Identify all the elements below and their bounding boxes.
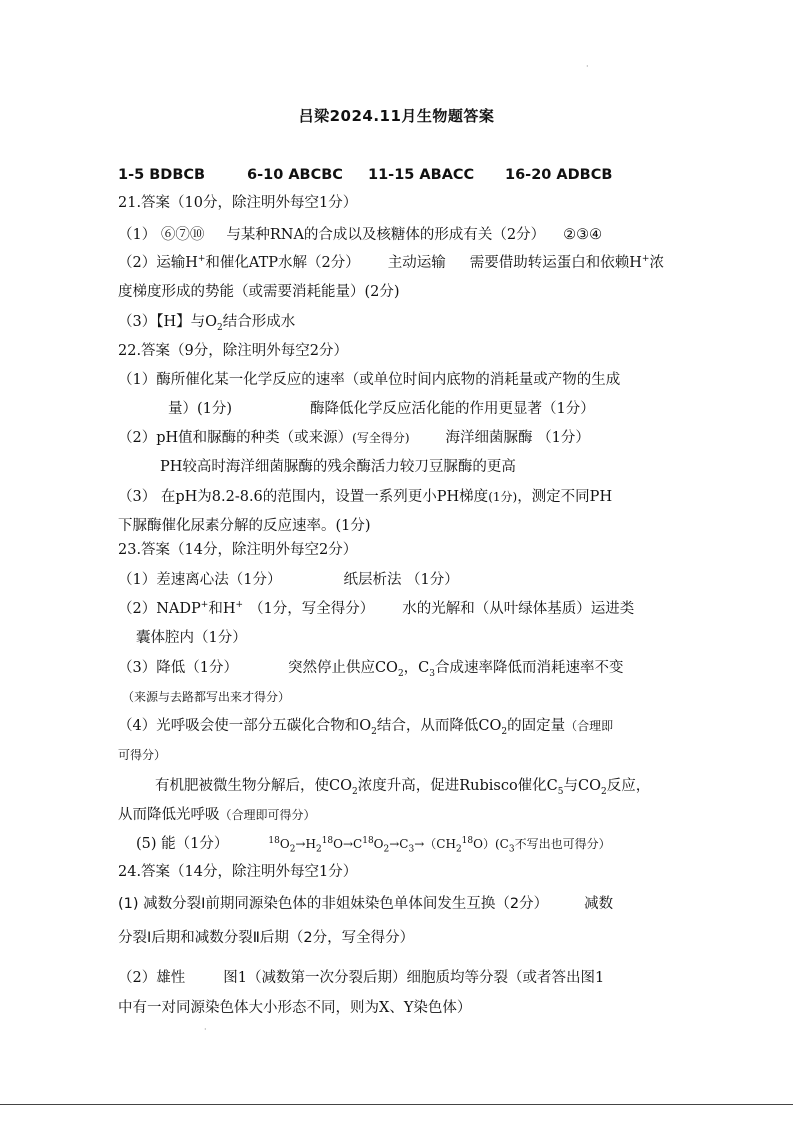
eq-text: O: [279, 837, 290, 851]
subscript-2: 2: [601, 786, 607, 797]
q23-l1-part2: 纸层析法 （1分）: [343, 572, 459, 588]
q24-line3: [118, 968, 604, 988]
q23-line5: （来源与去路都写出来才得分）: [122, 690, 291, 704]
q23-line6: [118, 716, 613, 736]
eq-text: →H: [295, 837, 316, 851]
eq-sub: 2: [383, 844, 390, 855]
q24-l3-part1: （2）雄性: [118, 970, 186, 986]
q22-l3-part1: （2）pH值和脲酶的种类（或来源）: [118, 430, 353, 446]
q21-l2-part1: （2）运输H: [118, 255, 198, 271]
q23-l2-part1: （2）NADP: [118, 601, 201, 617]
q23-l9-part2: （合理即可得分）: [219, 808, 316, 822]
superscript-plus: +: [200, 600, 209, 611]
q23-l4-part1: （3）降低（1分）: [118, 660, 238, 676]
q22-l2-part1: 量）(1分): [168, 401, 233, 417]
q23-l8-part1: 有机肥被微生物分解后，使CO: [155, 778, 352, 794]
superscript-plus: +: [197, 254, 206, 265]
eq-sub: 2: [315, 844, 322, 855]
q22-l5-part2: (1分): [488, 490, 518, 504]
q21-line1: [118, 225, 602, 245]
q22-heading: 22.答案（9分，除注明外每空2分）: [118, 343, 349, 359]
q24-l1-part1: (1) 减数分裂Ⅰ前期同源染色体的非姐妹染色单体间发生互换（2分）: [118, 896, 549, 912]
q23-line1: [118, 570, 459, 590]
q23-l2-part4: 水的光解和（从叶绿体基质）运进类: [402, 601, 635, 617]
q21-l2-part3: 主动运输: [387, 255, 446, 271]
q23-line8: [155, 776, 650, 796]
q23-l8-part2: 浓度升高，促进Rubisco催化C: [357, 778, 558, 794]
q21-l2-part2: 和催化ATP水解（2分）: [205, 255, 360, 271]
choice-answers-1-5: 1-5 BDBCB: [118, 167, 206, 183]
page-title: 吕梁2024.11月生物题答案: [298, 107, 495, 125]
eq-sub: 3: [508, 844, 515, 855]
eq-text: O）: [473, 837, 495, 851]
choice-answers-11-15: 11-15 ABACC: [368, 167, 475, 183]
q22-line2: [168, 399, 595, 419]
q24-heading: 24.答案（14分，除注明外每空1分）: [118, 864, 358, 880]
q23-l6-part1: （4）光呼吸会使一部分五碳化合物和O: [118, 718, 372, 734]
q23-l8-part4: 反应，: [606, 778, 651, 794]
q22-l5-part1: （3） 在pH为8.2-8.6的范围内，设置一系列更小PH梯度: [118, 489, 489, 505]
superscript-plus: +: [641, 254, 650, 265]
q21-heading: 21.答案（10分，除注明外每空1分）: [118, 195, 358, 211]
q21-l4-part2: 结合形成水: [222, 314, 296, 330]
q22-l3-part3: 海洋细菌脲酶 （1分）: [445, 430, 590, 446]
q22-line5: [118, 487, 612, 507]
eq-sup: 18: [321, 836, 334, 846]
q23-line7: 可得分）: [118, 748, 167, 762]
q23-line10: [136, 834, 611, 854]
q21-line4: [118, 312, 295, 332]
eq-sup: 18: [362, 836, 374, 846]
q23-l4-part3: ，C: [403, 660, 430, 676]
q23-l10-part2: （1分）: [175, 836, 229, 852]
subscript-2: 2: [217, 322, 223, 333]
q24-line1: [118, 894, 613, 914]
q23-line9: [118, 805, 316, 825]
q24-line4: 中有一对同源染色体大小形态不同，则为X、Y染色体）: [118, 1000, 472, 1016]
q24-l3-part2: 图1（减数第一次分裂后期）细胞质均等分裂（或者答出图1: [223, 970, 605, 986]
q21-l2-part4: 需要借助转运蛋白和依赖H: [469, 255, 642, 271]
q24-l1-part2: 减数: [584, 896, 614, 912]
q23-l2-part2: 和H: [208, 601, 236, 617]
q21-l1-part1: （1） ⑥⑦⑩: [118, 227, 205, 243]
q21-line2: [118, 253, 664, 273]
q22-l2-part2: 酶降低化学反应活化能的作用更显著（1分）: [310, 401, 595, 417]
q22-l5-part3: ，测定不同PH: [517, 489, 613, 505]
eq-text: (C: [494, 837, 509, 851]
q23-line2: [118, 599, 634, 619]
subscript-5: 5: [557, 786, 564, 797]
q23-l10-part1: (5) 能: [136, 836, 176, 852]
q23-heading: 23.答案（14分，除注明外每空2分）: [118, 542, 358, 558]
q23-line3: 囊体腔内（1分）: [136, 630, 247, 646]
eq-sub: 3: [408, 844, 415, 855]
q22-line6: 下脲酶催化尿素分解的反应速率。(1分): [118, 518, 371, 534]
q21-l4-part1: （3）【H】与O: [118, 314, 218, 330]
q21-l1-part2: 与某种RNA的合成以及核糖体的形成有关（2分）: [226, 227, 546, 243]
subscript-2: 2: [397, 668, 404, 679]
bottom-rule: [0, 1104, 793, 1105]
q23-l9-part1: 从而降低光呼吸: [118, 807, 220, 823]
q23-l8-part3: 与CO: [563, 778, 601, 794]
eq-text: O: [373, 837, 384, 851]
choice-answers-16-20: 16-20 ADBCB: [505, 167, 613, 183]
eq-text: 不写出也可得分）: [514, 837, 611, 851]
speck-mark: ·: [586, 62, 589, 71]
superscript-plus: +: [235, 600, 244, 611]
q23-l6-part4: （合理即: [565, 719, 614, 733]
q23-l4-part2: 突然停止供应CO: [287, 660, 398, 676]
q21-line3: 度梯度形成的势能（或需要消耗能量）(2分): [118, 284, 400, 300]
eq-sub: 2: [289, 844, 296, 855]
eq-sup: 18: [461, 836, 474, 846]
eq-sub: 2: [455, 844, 462, 855]
q23-equation: [268, 836, 611, 855]
q24-line2: 分裂Ⅰ后期和减数分裂Ⅱ后期（2分，写全得分）: [118, 930, 415, 946]
choice-answers-6-10: 6-10 ABCBC: [247, 167, 343, 183]
q23-l4-part4: 合成速率降低而消耗速率不变: [435, 660, 624, 676]
subscript-3: 3: [429, 668, 436, 679]
q22-line4: PH较高时海洋细菌脲酶的残余酶活力较刀豆脲酶的更高: [160, 459, 516, 475]
speck-mark: ·: [204, 1025, 207, 1034]
eq-text: →（CH: [414, 837, 456, 851]
eq-text: →C: [389, 837, 409, 851]
subscript-2: 2: [351, 786, 358, 797]
subscript-2: 2: [371, 726, 377, 737]
q23-l6-part3: 的固定量: [507, 718, 566, 734]
eq-text: O→C: [333, 837, 363, 851]
q23-l2-part3: （1分，写全得分）: [249, 601, 375, 617]
eq-sup: 18: [268, 836, 280, 846]
q22-line1: （1）酶所催化某一化学反应的速率（或单位时间内底物的消耗量或产物的生成: [118, 372, 621, 388]
q23-line4: [118, 658, 624, 678]
subscript-2: 2: [501, 726, 508, 737]
q22-line3: [118, 428, 590, 448]
q21-l1-part3: ②③④: [563, 227, 603, 243]
q21-l2-part5: 浓: [649, 255, 664, 271]
q23-l6-part2: 结合，从而降低CO: [376, 718, 502, 734]
q23-l1-part1: （1）差速离心法（1分）: [118, 572, 282, 588]
q22-l3-part2: (写全得分): [352, 431, 410, 445]
